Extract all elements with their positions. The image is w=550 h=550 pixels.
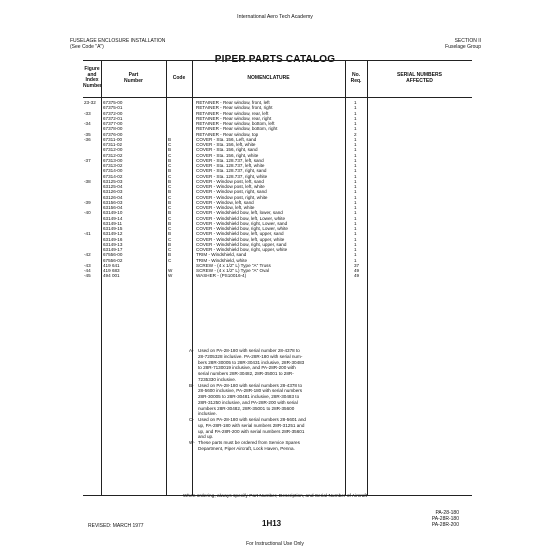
quantity-required: 2 [354,131,357,137]
quantity-required: 1 [354,220,357,226]
note-line: serial numbers 28R-30482, 28R-35001 to 28R- [198,371,294,376]
section-number: SECTION II [454,38,481,44]
quantity-required: 1 [354,252,357,258]
nomenclature: COVER - Sta. 156, Left, sand [196,136,257,142]
code-notes [189,348,394,452]
model-1: PA-28-180 [435,510,459,516]
note-line: up, PA-28R-180 with serial numbers 28R-31251 and [198,422,305,428]
nomenclature: COVER - Sta. 128.737, right, white [196,173,268,179]
code: C [168,215,172,221]
quantity-required: 1 [354,173,357,179]
quantity-required: 1 [354,100,357,105]
col-header-figure: Figure and Index Number [83,66,102,89]
figure-index: -37 [84,157,91,163]
part-number: 494 001 [103,273,120,279]
parts-table [83,60,472,496]
nomenclature: COVER - Window post, right, white [196,194,268,200]
quantity-required: 1 [354,152,357,158]
note-line: to 28R-7130019 inclusive, and PA-28R-200 with [198,365,296,371]
section-title: FUSELAGE ENCLOSURE INSTALLATION [70,38,166,44]
code-note [189,383,394,418]
part-number: 67376-00 [103,131,123,137]
quantity-required: 1 [354,136,357,142]
code: B [168,178,172,184]
quantity-required: 1 [354,215,357,221]
note-line: Used on PA-28-180 with serial number 28-4378 to [198,348,300,353]
part-number: 63149-10 [103,210,123,216]
code: B [168,231,172,237]
page-number: 1H13 [262,519,282,528]
quantity-required: 1 [354,241,357,247]
part-number: 63149-14 [103,215,123,221]
col-header-req: No. Req. [350,72,362,84]
note-line: Used on PA-28-180 with serial numbers 28-5601 and [198,417,306,422]
instructional-note: For Instructional Use Only [246,541,304,547]
part-number: 67377-00 [103,121,123,126]
code: C [168,205,172,210]
part-number: 63126-03 [103,189,123,195]
note-label: A- [189,348,194,353]
nomenclature: WASHER - (PS10016-4) [196,273,247,279]
quantity-required: 1 [354,210,357,216]
note-line: These parts must be ordered from Service Spares [198,440,300,445]
code: C [168,257,172,263]
col-header-part: Part Number [124,72,143,84]
code: C [168,152,172,158]
note-label: C- [189,417,194,422]
part-number: 67314-02 [103,173,123,179]
nomenclature: RETAINER - Rear window, front, right [196,105,273,111]
section-code-ref: (See Code "A") [70,44,104,50]
figure-index: -41 [84,231,91,237]
aircraft-models [432,510,459,528]
academy-header: International Aero Tech Academy [237,14,313,20]
figure-index: -40 [84,210,91,216]
section-label-block [445,38,481,50]
code: C [168,194,172,200]
quantity-required: 1 [354,105,357,111]
part-number: 67314-00 [103,168,123,174]
quantity-required: 1 [354,236,357,242]
nomenclature: COVER - Sta. 128.737, left, sand [196,157,264,163]
note-line: numbers 28R-30482, 28R-35001 to 28R-35600 [198,405,295,411]
figure-index: -34 [84,121,91,126]
code: B [168,252,172,258]
part-number: 63149-16 [103,236,123,242]
part-number: 67372-01 [103,115,123,121]
part-number: 63149-17 [103,247,123,252]
code: C [168,226,172,231]
part-number: 419 683 [103,268,120,273]
quantity-required: 1 [354,142,357,147]
quantity-required: 1 [354,184,357,189]
code: C [168,142,172,147]
nomenclature: COVER - Sta. 128.737, right, sand [196,168,267,174]
nomenclature: TRIM - Windshield, sand [196,252,247,258]
part-number: 63149-13 [103,241,123,247]
ordering-note: When ordering, always specify Part Number, Description, and Serial Number of Aircraft [182,494,368,499]
part-number: 67556-02 [103,257,123,263]
model-3: PA-28R-200 [431,522,459,528]
part-number: 63149-15 [103,226,123,231]
col-header-serial: SERIAL NUMBERS AFFECTED [397,72,442,84]
nomenclature: COVER - Windshield bow, left, upper, sand [196,231,284,237]
quantity-required: 1 [354,205,357,210]
code-note [189,348,394,383]
col-header-nomenclature: NOMENCLATURE [247,75,290,81]
quantity-required: 1 [354,199,357,205]
nomenclature: COVER - Window, left, sand [196,199,254,205]
header-divider [83,97,472,98]
quantity-required: 1 [354,115,357,121]
note-line: 7235330 inclusive. [198,376,237,382]
code: C [168,173,172,179]
model-2: PA-28R-180 [431,516,459,522]
part-number: 67378-00 [103,126,123,132]
nomenclature: COVER - Windshield bow, left, upper, white [196,236,285,242]
quantity-required: 1 [354,194,357,200]
quantity-required: 1 [354,189,357,195]
nomenclature: COVER - Windshield bow, left, lower, sand [196,210,283,216]
nomenclature: RETAINER - Rear window, rear, left [196,110,269,116]
revision-date: REVISED: MARCH 1977 [88,523,144,529]
nomenclature: COVER - Windshield bow, right, upper, sand [196,241,287,247]
part-number: 67313-00 [103,157,123,163]
nomenclature: RETAINER - Rear window, bottom, left [196,121,275,126]
code: C [168,247,172,252]
figure-index: -44 [84,268,91,273]
part-number: 67312-02 [103,152,123,158]
nomenclature: COVER - Sta. 156, left, white [196,142,256,147]
nomenclature: RETAINER - Rear window, top [196,131,259,137]
part-number: 67375-00 [103,100,123,105]
figure-index: -36 [84,136,91,142]
quantity-required: 1 [354,247,357,252]
code: W [168,273,173,279]
nomenclature: SCREW - (4 x 1/2" L) Type "A" Oval [196,268,269,273]
quantity-required: 49 [354,268,360,273]
quantity-required: 1 [354,157,357,163]
part-number: 419 641 [103,262,120,268]
note-line: Used on PA-28-180 with serial numbers 28-4378 to [198,382,303,388]
quantity-required: 1 [354,178,357,184]
figure-index: -38 [84,178,91,184]
nomenclature: COVER - Windshield bow, right, upper, white [196,247,288,252]
part-number: 67375-01 [103,105,123,111]
nomenclature: SCREW - (4 x 1/2" L) Type "A" Truss [196,262,271,268]
part-number: 67556-00 [103,252,123,258]
nomenclature: COVER - Windshield bow, right, Lower, sand [196,220,288,226]
note-label: W- [189,440,195,445]
figure-index: -43 [84,262,91,268]
note-line: inclusive. [198,411,217,417]
quantity-required: 1 [354,168,357,174]
catalog-title: PIPER PARTS CATALOG [214,54,336,65]
quantity-required: 1 [354,163,357,168]
quantity-required: 1 [354,126,357,132]
code: C [168,163,172,168]
code: C [168,184,172,189]
nomenclature: COVER - Windshield bow, left, Lower, white [196,215,286,221]
figure-index: 23-32 [84,100,96,105]
nomenclature: COVER - Sta. 128.737, left, white [196,163,265,168]
part-number: 63149-12 [103,231,123,237]
quantity-required: 37 [354,262,360,268]
quantity-required: 1 [354,110,357,116]
nomenclature: COVER - Sta. 156, right, sand [196,147,258,153]
figure-index: -39 [84,199,91,205]
part-number: 63156-03 [103,199,123,205]
part-number: 63156-04 [103,205,123,210]
code: B [168,199,172,205]
nomenclature: COVER - Window post, left, white [196,184,265,189]
part-number: 67311-02 [103,142,123,147]
nomenclature: RETAINER - Rear window, rear, right [196,115,272,121]
note-line: 28R-31250 inclusive, and PA-28R-200 with serial [198,399,298,405]
note-line: bers 28R-30005 to 28R-30431 inclusive, 28R-30483 [198,359,305,365]
quantity-required: 1 [354,231,357,237]
part-number: 67372-00 [103,110,123,116]
figure-index: -45 [84,273,91,279]
part-number: 67313-02 [103,163,123,168]
section-title-block [70,38,165,50]
code: C [168,236,172,242]
quantity-required: 1 [354,121,357,126]
code: B [168,189,172,195]
part-number: 63125-04 [103,184,123,189]
part-number: 67311-00 [103,136,123,142]
nomenclature: COVER - Windshield bow, right, Lower, white [196,226,288,231]
code: B [168,210,172,216]
figure-index: -42 [84,252,91,258]
part-number: 63126-04 [103,194,123,200]
code-note [189,440,394,452]
quantity-required: 49 [354,273,360,279]
note-line: up, and PA-28R-200 with serial numbers 28R-35601 [198,428,305,434]
nomenclature: COVER - Window post, left, sand [196,178,264,184]
code: B [168,241,172,247]
figure-index: -33 [84,110,91,116]
note-line: Department, Piper Aircraft, Lock Haven, Penna. [198,445,295,451]
nomenclature: COVER - Window post, right, sand [196,189,267,195]
quantity-required: 1 [354,147,357,153]
table-row [83,273,472,278]
code: B [168,157,172,163]
part-number: 63149-11 [103,220,123,226]
part-number: 67312-00 [103,147,123,153]
code: W [168,268,173,273]
quantity-required: 1 [354,226,357,231]
nomenclature: TRIM - Windshield, white [196,257,248,263]
nomenclature: COVER - Sta. 156, right, white [196,152,259,158]
code: B [168,220,172,226]
note-line: and up. [198,434,214,440]
code: B [168,147,172,153]
part-number: 63125-03 [103,178,123,184]
nomenclature: RETAINER - Rear window, bottom, right [196,126,278,132]
nomenclature: COVER - Window, left, white [196,205,255,210]
note-line: 28-7205328 inclusive. PA-28R-180 with serial num- [198,353,303,359]
figure-index: -35 [84,131,91,137]
code-note [189,417,394,440]
code: B [168,136,172,142]
code: B [168,168,172,174]
note-line: 28-5600 inclusive, PA-28R-180 with serial numbers [198,388,303,394]
col-header-code: Code [172,75,186,81]
note-label: B- [189,382,194,388]
quantity-required: 1 [354,257,357,263]
section-group: Fuselage Group [445,44,481,50]
note-line: 28R-30005 to 28R-30481 inclusive, 28R-30483 to [198,394,300,399]
nomenclature: RETAINER - Rear window, front, left [196,100,270,105]
